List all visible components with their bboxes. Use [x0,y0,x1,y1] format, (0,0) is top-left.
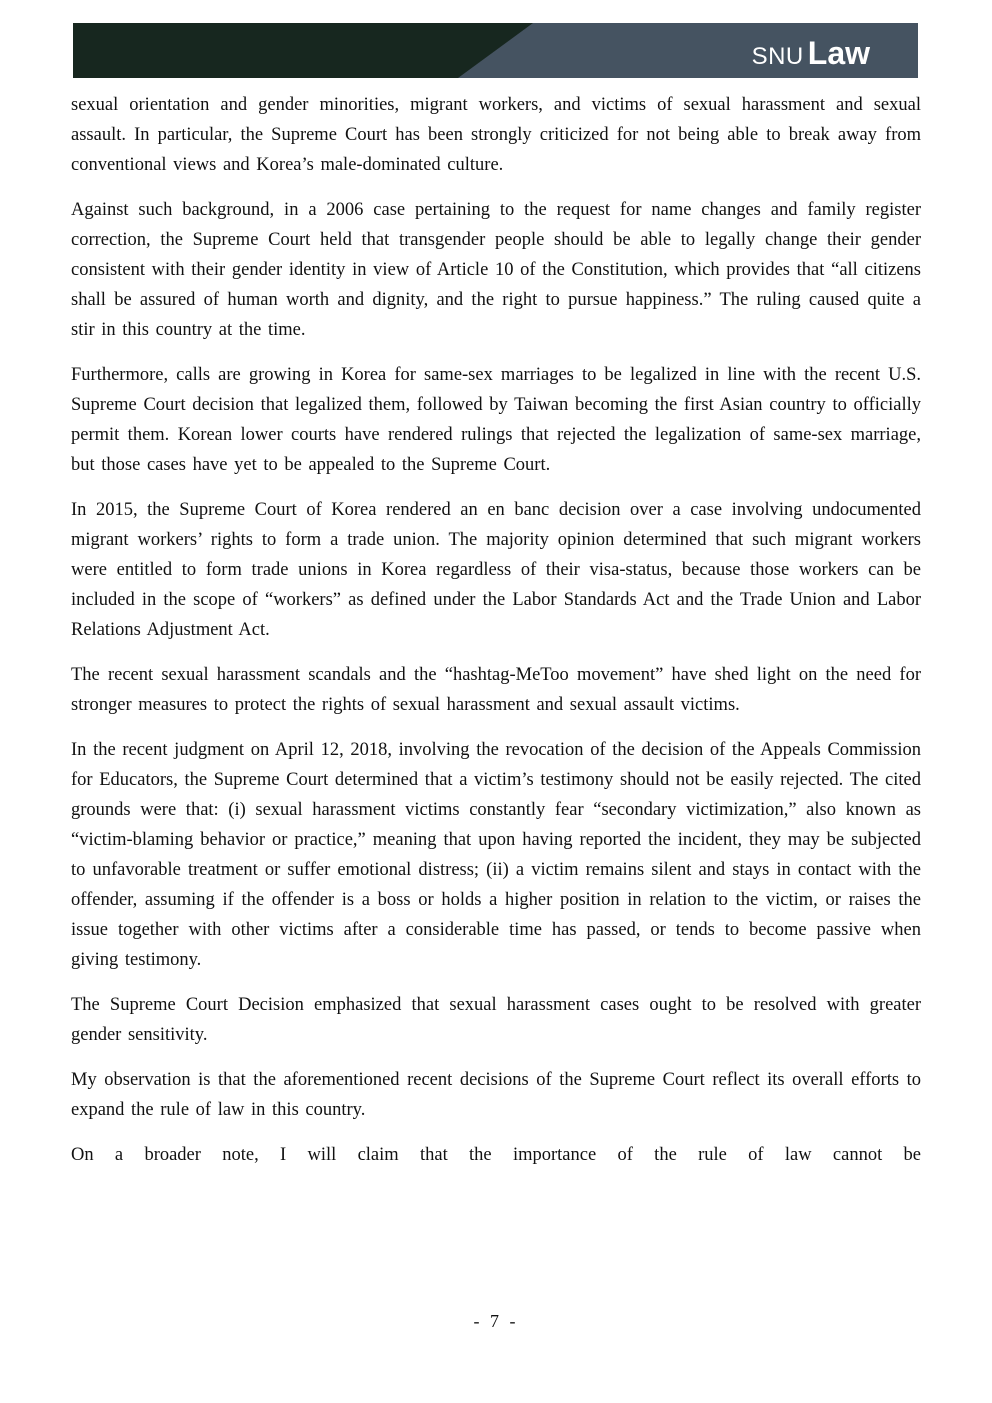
paragraph-minorities: sexual orientation and gender minorities, migrant workers, and victims of sexual harassment and sexual assault. In particular, the Supreme Court has been strongly criticized for not being able to break away from conventional views and Korea’s male-dominated culture. [71,95,921,175]
header-dark-panel [73,23,533,78]
paragraph-gender-sensitivity: The Supreme Court Decision emphasized that sexual harassment cases ought to be resolved with greater gender sensitivity. [71,995,921,1045]
paragraph-metoo: The recent sexual harassment scandals and the “hashtag-MeToo movement” have shed light on the need for stronger measures to protect the rights of sexual harassment and sexual assault victims. [71,665,921,715]
paragraph-broader-note: On a broader note, I will claim that the importance of the rule of law cannot be [71,1145,921,1165]
snu-law-logo [752,35,870,69]
document-body [71,90,921,1185]
page-header-banner [73,23,918,78]
paragraph-rule-of-law: My observation is that the aforementioned recent decisions of the Supreme Court reflect its overall efforts to expand the rule of law in this country. [71,1070,921,1120]
paragraph-migrant-workers: In 2015, the Supreme Court of Korea rendered an en banc decision over a case involving undocumented migrant workers’ rights to form a trade union. The majority opinion determined that such migrant workers were entitled to form trade unions in Korea regardless of their visa-status, because those workers can be included in the scope of “workers” as defined under the Labor Standards Act and the Trade Union and Labor Relations Adjustment Act. [71,500,921,640]
paragraph-same-sex-marriage: Furthermore, calls are growing in Korea for same-sex marriages to be legalized in line with the recent U.S. Supreme Court decision that legalized them, followed by Taiwan becoming the first Asian country to officially permit them. Korean lower courts have rendered rulings that rejected the legalization of same-sex marriage, but those cases have yet to be appealed to the Supreme Court. [71,365,921,475]
paragraph-transgender-case: Against such background, in a 2006 case pertaining to the request for name changes and family register correction, the Supreme Court held that transgender people should be able to legally change their gender consistent with their gender identity in view of Article 10 of the Constitution, which provides that “all citizens shall be assured of human worth and dignity, and the right to pursue happiness.” The ruling caused quite a stir in this country at the time. [71,200,921,340]
paragraph-april-judgment: In the recent judgment on April 12, 2018, involving the revocation of the decision of the Appeals Commission for Educators, the Supreme Court determined that a victim’s testimony should not be easily rejected. The cited grounds were that: (i) sexual harassment victims constantly fear “secondary victimization,” also known as “victim-blaming behavior or practice,” meaning that upon having reported the incident, they may be subjected to unfavorable treatment or suffer emotional distress; (ii) a victim remains silent and stays in contact with the offender, assuming if the offender is a boss or holds a higher position in relation to the victim, or raises the issue together with other victims after a considerable time has passed, or tends to become passive when giving testimony. [71,740,921,970]
page-number: - 7 - [473,1311,519,1331]
logo-snu-text: SNU [751,43,804,70]
logo-law-text: Law [807,35,870,71]
